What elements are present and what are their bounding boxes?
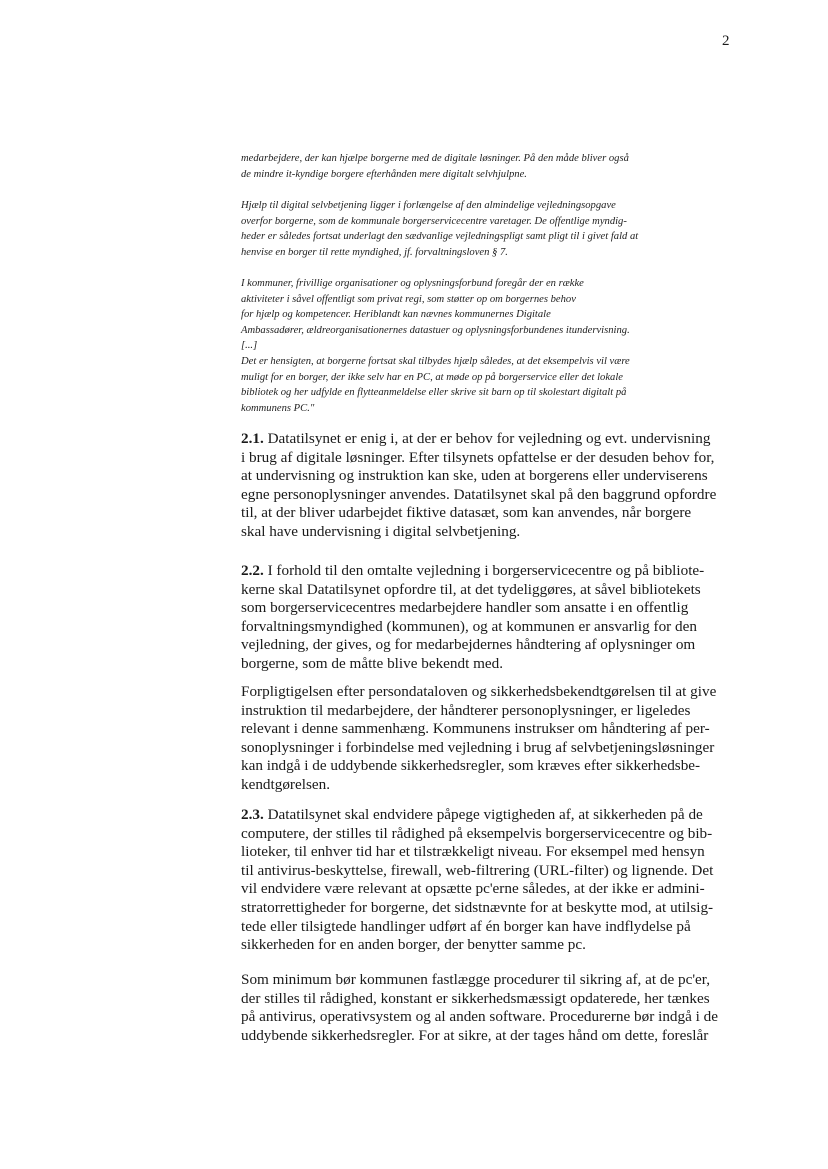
body-line: forvaltningsmyndighed (kommunen), og at kommunen er ansvarlig for den — [241, 617, 697, 635]
body-line: på antivirus, operativsystem og al anden software. Procedurerne bør indgå i de — [241, 1008, 718, 1026]
section-2-1 — [241, 430, 741, 542]
body-line: skal have undervisning i digital selvbetjening. — [241, 522, 521, 540]
body-text: I forhold til den omtalte vejledning i borgerservicecentre og på bibliote- — [263, 562, 705, 579]
section-number: 2.2. — [241, 562, 264, 579]
section-number: 2.3. — [241, 806, 264, 823]
body-line: Som minimum bør kommunen fastlægge procedurer til sikring af, at de pc'er, — [241, 971, 711, 988]
body-line: lioteker, til enhver tid har et tilstrækkeligt niveau. For eksempel med hensyn — [241, 843, 705, 861]
quote-line: for hjælp og kompetencer. Heriblandt kan nævnes kommunernes Digitale — [241, 309, 551, 321]
body-line: Forpligtigelsen efter persondataloven og sikkerhedsbekendtgørelsen til at give — [241, 683, 717, 700]
quote-line: Det er hensigten, at borgerne fortsat skal tilbydes hjælp således, at det eksempelvis vil være — [241, 355, 630, 367]
quote-line: I kommuner, frivillige organisationer og oplysningsforbund foregår der en række — [241, 278, 584, 289]
body-line: stratorrettigheder for borgerne, det sidstnævnte for at beskytte mod, at utilsig- — [241, 898, 714, 916]
body-text: Datatilsynet er enig i, at der er behov for vejledning og evt. undervisning — [263, 430, 711, 447]
body-line: vejledning, der gives, og for medarbejdernes håndtering af oplysninger om — [241, 636, 696, 654]
body-line: sonoplysninger i forbindelse med vejledning i brug af selvbetjeningsløsninger — [241, 738, 715, 756]
body-line: tede eller tilsigtede handlinger udført af én borger kan have indflydelse på — [241, 917, 691, 935]
section-2-2 — [241, 562, 741, 674]
quote-line: medarbejdere, der kan hjælpe borgerne med de digitale løsninger. På den måde bliver også — [241, 153, 629, 164]
body-line — [241, 562, 741, 581]
body-line — [241, 806, 741, 825]
section-number: 2.1. — [241, 430, 264, 447]
quote-line: Ambassadører, ældreorganisationernes datastuer og oplysningsforbundenes itundervisning. — [241, 324, 630, 336]
body-line — [241, 430, 741, 449]
quote-paragraph-2 — [241, 198, 741, 260]
body-line: der stilles til rådighed, konstant er sikkerhedsmæssigt opdaterede, her tænkes — [241, 989, 710, 1007]
quote-line: heder er således fortsat underlagt den sædvanlige vejledningspligt samt pligt til i givet fald at — [241, 231, 639, 243]
quote-line: kommunens PC." — [241, 402, 315, 414]
paragraph-minimum — [241, 971, 741, 1045]
body-line: kan indgå i de uddybende sikkerhedsregler, som kræves efter sikkerhedsbe- — [241, 757, 701, 775]
section-2-3 — [241, 806, 741, 955]
body-line: til antivirus-beskyttelse, firewall, web-filtrering (URL-filter) og lignende. Det — [241, 861, 714, 879]
quote-line: aktiviteter i såvel offentligt som privat regi, som støtter op om borgernes behov — [241, 293, 576, 305]
quote-line: Hjælp til digital selvbetjening ligger i forlængelse af den almindelige vejledningsopgave — [241, 200, 616, 211]
quote-line: de mindre it-kyndige borgere efterhånden mere digitalt selvhjulpne. — [241, 168, 527, 180]
body-line: at undervisning og instruktion kan ske, uden at borgerens eller underviserens — [241, 467, 708, 485]
body-line: kendtgørelsen. — [241, 775, 330, 793]
body-line: sikkerheden for en anden borger, der benytter samme pc. — [241, 936, 586, 954]
body-line: borgerne, som de måtte blive bekendt med. — [241, 654, 504, 672]
page-number: 2 — [722, 33, 730, 49]
quote-line: bibliotek og her udfylde en flytteanmeldelse eller skrive sit barn op til skolestart digitalt på — [241, 387, 627, 399]
quote-line: [...] — [241, 340, 258, 352]
body-line: som borgerservicecentres medarbejdere handler som ansatte i en offentlig — [241, 599, 689, 617]
body-line: uddybende sikkerhedsregler. For at sikre, at der tages hånd om dette, foreslår — [241, 1026, 709, 1044]
body-line: i brug af digitale løsninger. Efter tilsynets opfattelse er der desuden behov for, — [241, 448, 715, 466]
quote-paragraph-1 — [241, 151, 741, 182]
quote-line: muligt for en borger, der ikke selv har en PC, at møde op på borgerservice eller det lokale — [241, 371, 623, 383]
body-line: vil endvidere være relevant at opsætte pc'erne således, at der ikke er admini- — [241, 880, 705, 898]
body-line: computere, der stilles til rådighed på eksempelvis borgerservicecentre og bib- — [241, 824, 713, 842]
body-line: instruktion til medarbejdere, der håndterer personoplysninger, er ligeledes — [241, 701, 691, 719]
paragraph-forpligtigelsen — [241, 683, 741, 795]
body-line: til, at der bliver udarbejdet fiktive datasæt, som kan anvendes, når borgere — [241, 504, 692, 522]
body-line: relevant i denne sammenhæng. Kommunens instrukser om håndtering af per- — [241, 720, 710, 738]
body-line: egne personoplysninger anvendes. Datatilsynet skal på den baggrund opfordre — [241, 485, 717, 503]
quote-line: henvise en borger til rette myndighed, jf. forvaltningsloven § 7. — [241, 246, 508, 258]
body-line: kerne skal Datatilsynet opfordre til, at det tydeliggøres, at såvel bibliotekets — [241, 580, 701, 598]
body-text: Datatilsynet skal endvidere påpege vigtigheden af, at sikkerheden på de — [263, 806, 703, 823]
quote-line: overfor borgerne, som de kommunale borgerservicecentre varetager. De offentlige myndig- — [241, 215, 627, 227]
quote-paragraph-3 — [241, 276, 741, 416]
